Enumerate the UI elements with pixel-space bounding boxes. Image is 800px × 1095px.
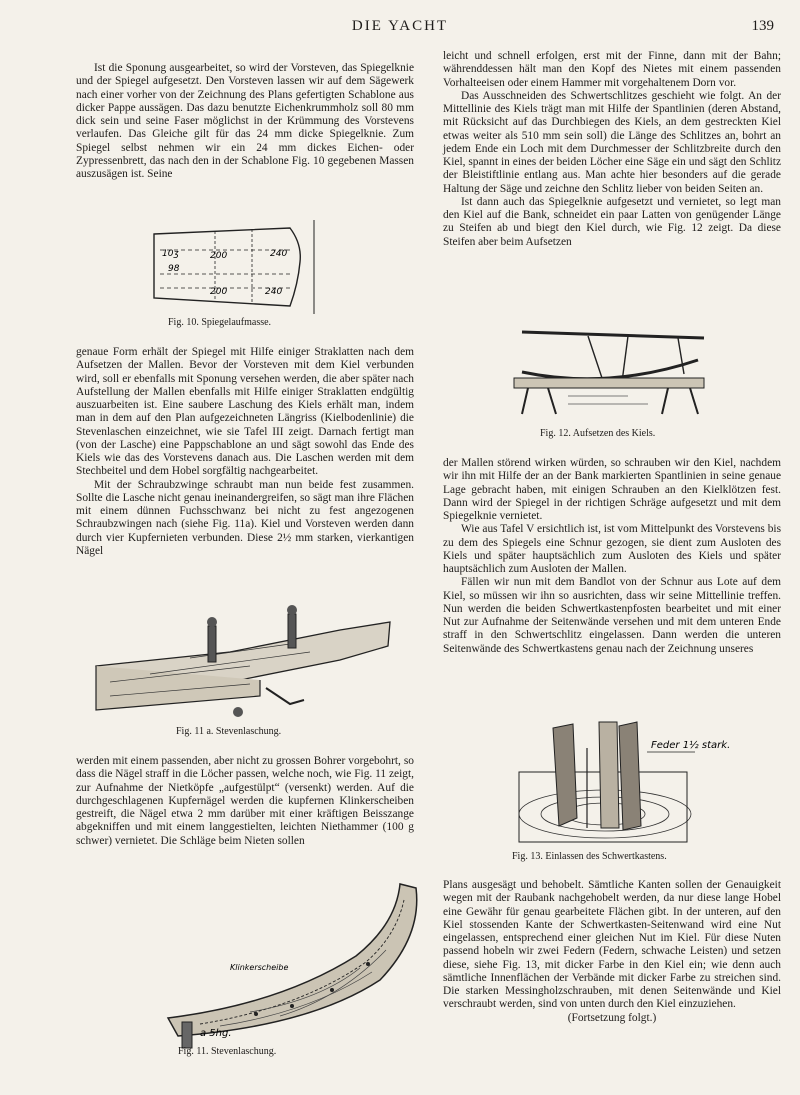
fig11-label: a 5hg. xyxy=(200,1028,232,1039)
paragraph: genaue Form erhält der Spiegel mit Hilfe einiger Straklatten nach dem Aufsetzen der Mallen. Bevor der Vorsteven mit dem Kiel verbunden wird, soll er ebenfalls mit Sponung versehen werden, die aber später nach Aufstellung der Mallen ebenfalls mit Hilfe einiger Straklatten endgültig auszuarbeiten ist. Eine saubere Laschung des Kiels erhält man, indem man in dem auf den Plan aufgezeichneten Längriss (Kielbodenlinie) die Stevenlaschen einzeichnet, wie sie Tafel III zeigt. Darnach fertigt man (von der Lasche) eine Pappschablone an und sägt sowohl das Ende des Kiels wie das des Vorstevens danach aus. Die Laschen werden mit dem Stechbeitel und dem Hobel sorgfältig nachgearbeitet. xyxy=(76,346,414,478)
fig10-label: 10ʒ xyxy=(162,249,179,259)
paragraph: Ist die Sponung ausgearbeitet, so wird der Vorsteven, das Spiegelknie und der Spiegel aufgesetzt. Den Vorsteven lassen wir auf dem Sägewerk nach einer vorher von der Zeichnung des Plans gefertigten Schablone aus dicker Pappe aussägen. Das dazu benutzte Eichenkrummholz soll 80 mm dick sein und seine Faser möglichst in der Krümmung des Vorstevens verlaufen. Das Gleiche gilt für das 24 mm dicke Spiegelknie. Zum Spiegel selbst nehmen wir ein 24 mm dickes Eichen- oder Zypressenbrett, das nach den in der Schablone Fig. 10 gegebenen Massen auszusägen ist. Seine xyxy=(76,62,414,180)
paragraph: Das Ausschneiden des Schwertschlitzes geschieht wie folgt. An der Mittellinie des Kiels trägt man mit Hilfe der Spantlinien (deren Abstand, mit Rücksicht auf das Durchbiegen des Kiels, an dem gestreckten Kiel etwas weiter als 510 mm sein soll) die Länge des Schlitzes an, bohrt an jedem Ende ein Loch mit dem Durchmesser der Schlitzbreite durch den Kiel, spannt in eines der beiden Löcher eine Säge ein und sägt den Schlitz der Bleistiftlinie entlang aus. Man achte hier besonders auf die gerade Haltung der Säge und zeichne den Schlitz lieber von beiden Seiten an. xyxy=(443,89,781,195)
fig11a-caption: Fig. 11 a. Stevenlaschung. xyxy=(176,726,282,737)
right-text-block-3 xyxy=(443,879,781,1025)
fig12-caption: Fig. 12. Aufsetzen des Kiels. xyxy=(540,428,656,439)
fig10-label: 240 xyxy=(265,287,283,297)
fig13-caption: Fig. 13. Einlassen des Schwertkastens. xyxy=(512,851,667,862)
paragraph: Ist dann auch das Spiegelknie aufgesetzt und vernietet, so legt man den Kiel auf die Bank, schneidet ein paar Latten von genügender Länge zu Steifen ab und biegt den Kiel durch, wie Fig. 12 zeigt. Da diese Steifen aber beim Aufsetzen xyxy=(443,195,781,248)
page-number: 139 xyxy=(751,18,774,34)
right-text-block-1 xyxy=(443,50,781,249)
fig11-label: Klinkerscheibe xyxy=(230,963,289,972)
fig11-drawing xyxy=(160,876,430,1051)
fig12-drawing xyxy=(508,322,708,420)
left-text-block-2 xyxy=(76,346,414,558)
paragraph: Mit der Schraubzwinge schraubt man nun beide fest zusammen. Sollte die Lasche nicht genau ineinandergreifen, so sägt man ihre Flächen mit einem dünnen Fuchsschwanz bei nicht zu fest angezogenen Schraubzwingen nach (siehe Fig. 11a). Kiel und Vorsteven werden dann durch vier Kupfernieten verbunden. Diese 2½ mm starken, vierkantigen Nägel xyxy=(76,478,414,557)
fig10-label: 240 xyxy=(270,249,288,259)
left-text-block-1 xyxy=(76,62,414,181)
fig10-label: 98 xyxy=(168,264,180,274)
fig13-label: Feder 1½ stark. xyxy=(651,740,731,751)
paragraph: der Mallen störend wirken würden, so schrauben wir den Kiel, nachdem wir ihn mit Hilfe der an der Bank markierten Spantlinien in seine genaue Lage gebracht haben, mit einigen Schrauben an den Kielklötzen fest. Dann wird der Spiegel in der richtigen Schräge aufgesetzt und mit dem Spiegelknie vernietet. xyxy=(443,457,781,522)
page-header-title: DIE YACHT xyxy=(351,18,449,34)
paragraph: Wie aus Tafel V ersichtlich ist, ist vom Mittelpunkt des Vorstevens bis zu dem des Spiegels eine Schnur gezogen, sie dient zum Ausloten des Kiels und später hauptsächlich zum Ausloten des Kiels und später hauptsächlich zum Ausloten der Mallen. xyxy=(443,523,781,575)
fig11-caption: Fig. 11. Stevenlaschung. xyxy=(178,1046,277,1057)
fig10-drawing xyxy=(140,214,330,314)
right-text-block-2 xyxy=(443,457,781,656)
paragraph: werden mit einem passenden, aber nicht zu grossen Bohrer vorgebohrt, so dass die Nägel straff in die Löcher passen, welche noch, wie Fig. 11 zeigt, zur Aufnahme der Nietköpfe „aufgestülpt“ (versenkt) werden. Auf die durchgeschlagenen Kupfernägel werden die kupfernen Klinkerscheiben gestreift, die Nägel etwa 2 mm darüber mit einer kräftigen Beisszange abgekniffen und mit einem langgestielten, leichten Niethammer (100 g schwer) vernietet. Die Schläge beim Nieten sollen xyxy=(76,755,414,847)
left-text-block-3 xyxy=(76,755,414,848)
fig11a-drawing xyxy=(90,600,410,718)
fig10-caption: Fig. 10. Spiegelaufmasse. xyxy=(168,317,272,328)
paragraph: Fällen wir nun mit dem Bandlot von der Schnur aus Lote auf dem Kiel, so müssen wir ihn so ausrichten, dass wir seine Mittellinie treffen. Nun werden die beiden Schwertkastenpfosten bearbeitet und mit einer Nut zur Aufnahme der Seitenwände versehen und mit dem unteren Ende straff in den Schwertschlitz eingelassen. Dann werden die unteren Seitenwände des Schwertkastens genau nach der Zeichnung unseres xyxy=(443,576,781,655)
fig13-drawing xyxy=(515,718,750,846)
fig10-label: 200 xyxy=(210,251,228,261)
fig10-label: 200 xyxy=(210,287,228,297)
continued-note: (Fortsetzung folgt.) xyxy=(567,1011,657,1024)
paragraph: Plans ausgesägt und behobelt. Sämtliche Kanten sollen der Genauigkeit wegen mit der Raubank nachgehobelt werden, da nur diese lange Hobel eine Gewähr für genau gearbeitete Flächen gibt. In der unteren, auf den Kiel stossenden Kante der Schwertkasten-Seitenwand wird eine Nut eingelassen, entsprechend einer gleichen Nut im Kiel. Für diese Nuten passend hobeln wir zwei Federn (Federn, schwache Leisten) und setzen diese, siehe Fig. 13, mit dicker Farbe in den Kiel ein; wie denn auch sämtliche Innenflächen der Verbände mit dicker Farbe zu streichen sind. Die starken Messingholzschrauben, mit denen Seitenwände und Kiel verschraubt werden, sind von unten durch den Kiel einzuziehen. xyxy=(443,879,781,1011)
paragraph: leicht und schnell erfolgen, erst mit der Finne, dann mit der Bahn; währenddessen hält man den Kopf des Nietes mit einem passenden Vorhalteeisen oder einem Hammer mit vorgehaltenem Dorn vor. xyxy=(443,50,781,89)
